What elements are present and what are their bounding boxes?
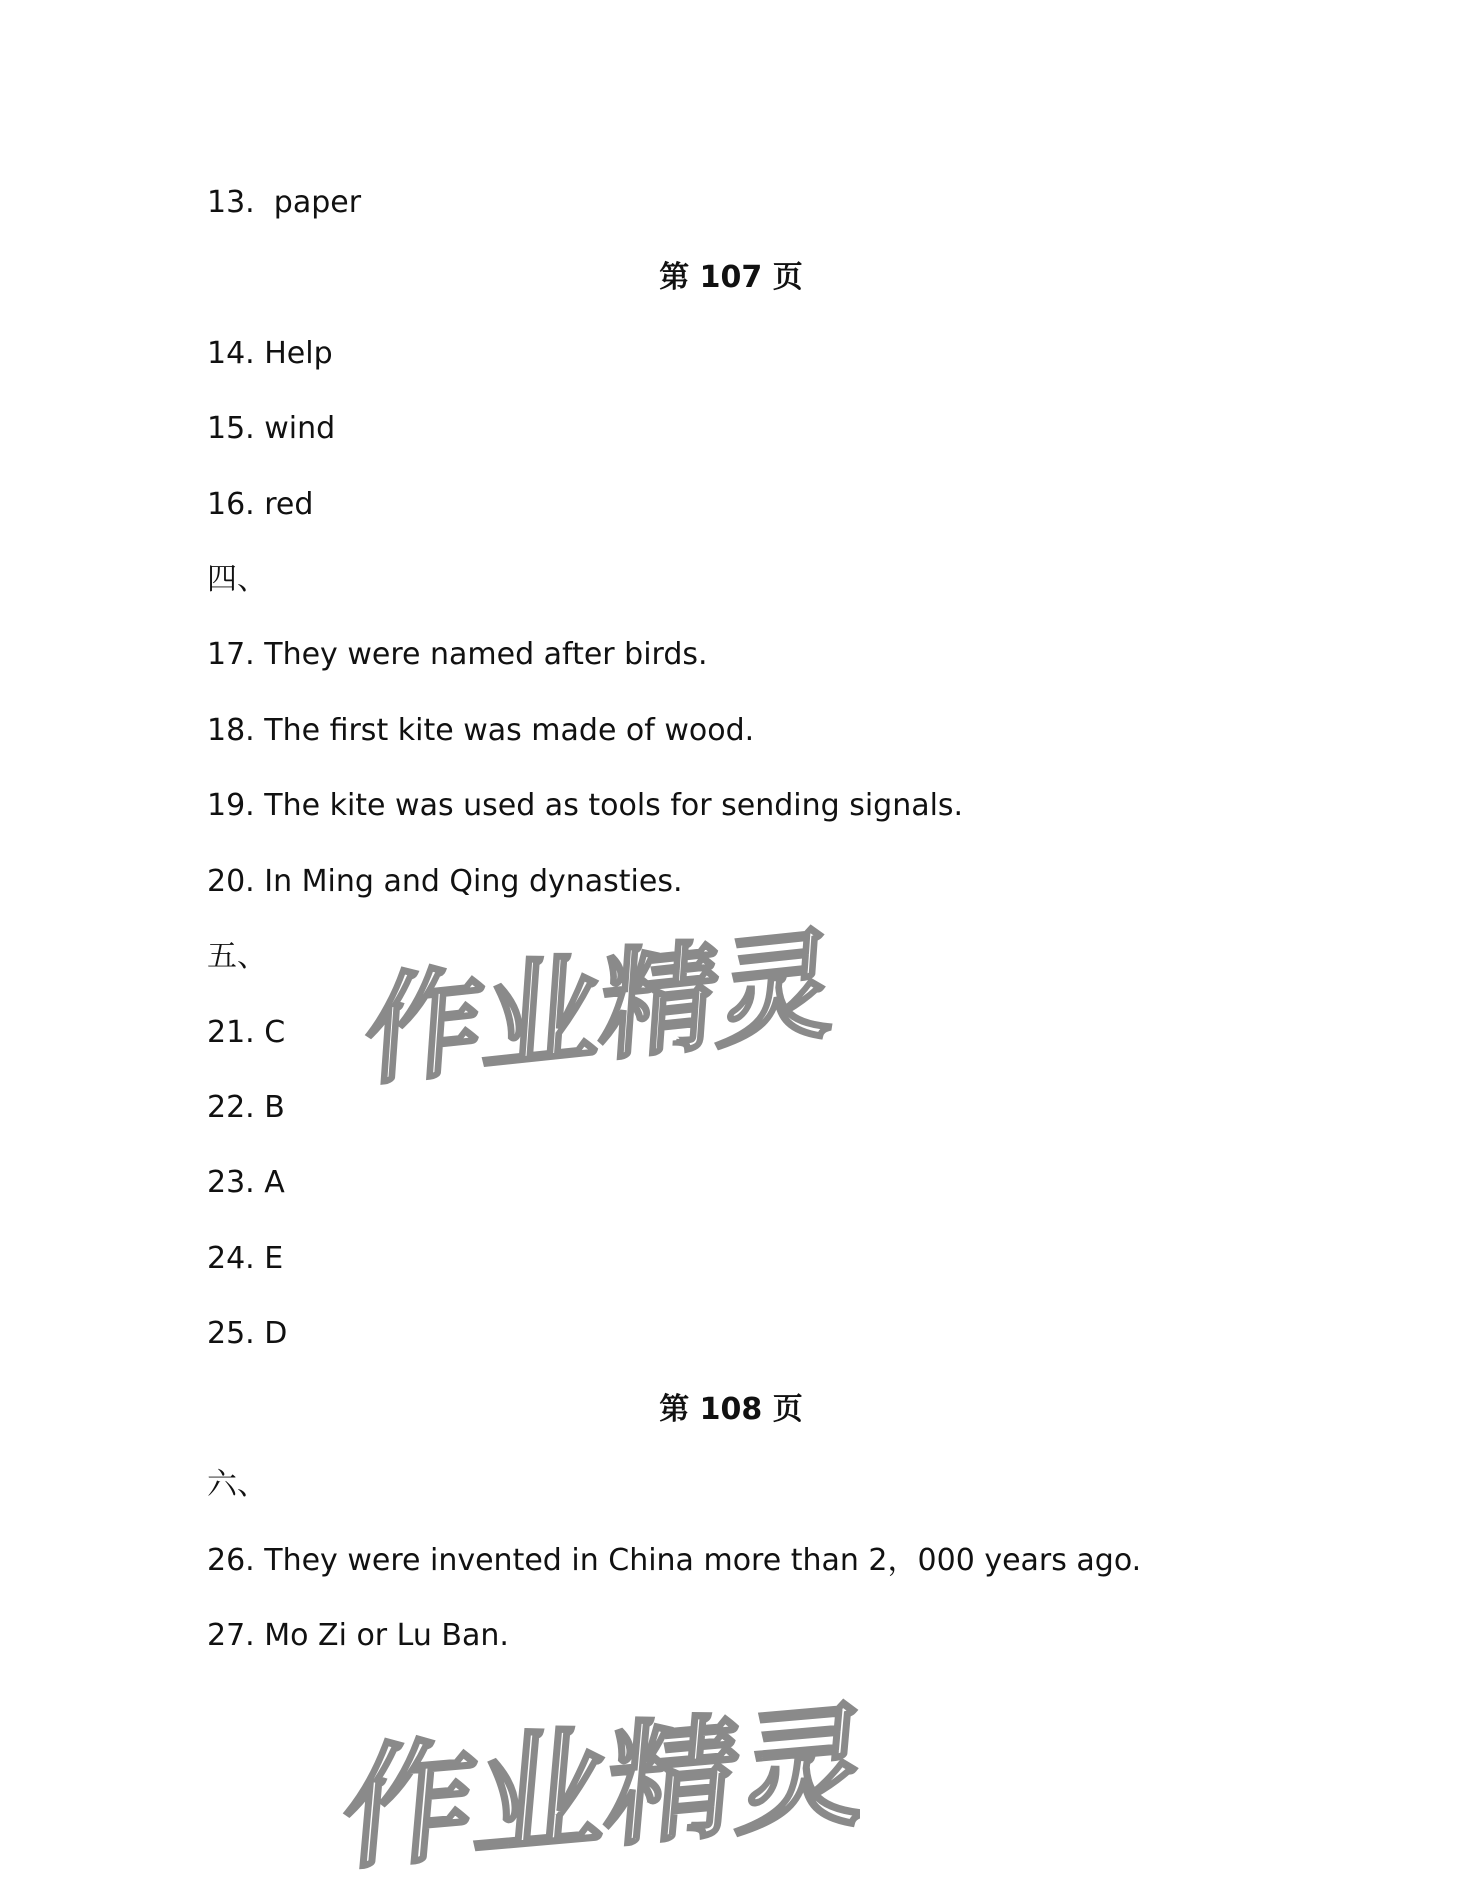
watermark-text: 作业精灵	[336, 1690, 860, 1880]
answer-27: 27. Mo Zi or Lu Ban.	[207, 1618, 509, 1653]
section-four-heading: 四、	[207, 562, 267, 597]
answer-20: 20. In Ming and Qing dynasties.	[207, 864, 683, 899]
watermark-text: 作业精灵	[361, 920, 840, 1090]
answer-15: 15. wind	[207, 411, 336, 446]
answer-18: 18. The first kite was made of wood.	[207, 713, 755, 748]
answer-23: 23. A	[207, 1165, 285, 1200]
section-six-heading: 六、	[207, 1467, 267, 1502]
answer-13: 13. paper	[207, 185, 362, 220]
answer-21: 21. C	[207, 1015, 286, 1050]
answer-17: 17. They were named after birds.	[207, 637, 708, 672]
watermark-logo-bottom	[320, 1690, 860, 1884]
page-heading-107: 第 107 页	[659, 260, 803, 295]
answer-19: 19. The kite was used as tools for sending signals.	[207, 788, 964, 823]
answer-16: 16. red	[207, 487, 314, 522]
answer-24: 24. E	[207, 1241, 284, 1276]
section-five-heading: 五、	[207, 939, 267, 974]
page-heading-108: 第 108 页	[659, 1392, 803, 1427]
watermark-logo-top	[340, 920, 840, 1094]
answer-22: 22. B	[207, 1090, 285, 1125]
answer-26: 26. They were invented in China more than 2，000 years ago.	[207, 1543, 1142, 1578]
answer-14: 14. Help	[207, 336, 333, 371]
answer-25: 25. D	[207, 1316, 288, 1351]
